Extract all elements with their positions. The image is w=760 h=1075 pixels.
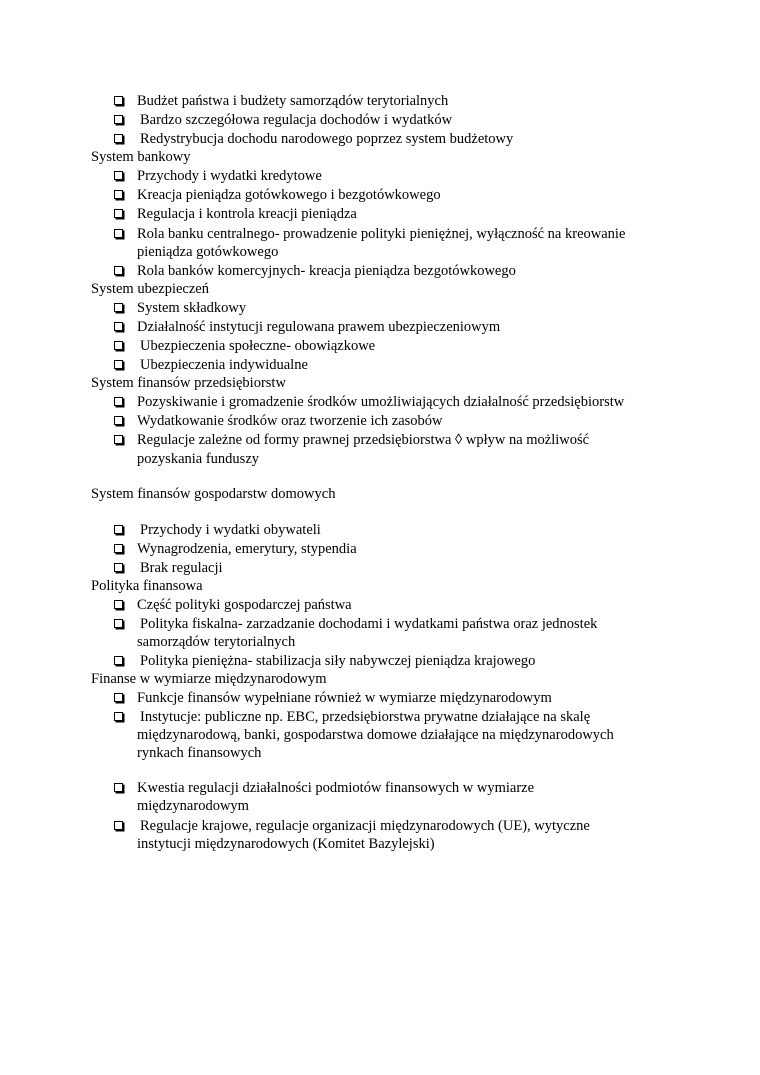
list-item-text: Polityka fiskalna- zarzadzanie dochodami i wydatkami państwa oraz jednostek xyxy=(140,616,598,632)
section-heading: Polityka finansowa xyxy=(91,578,203,594)
checkbox-icon xyxy=(114,544,123,553)
checkbox-icon xyxy=(114,360,123,369)
list-item-continuation: rynkach finansowych xyxy=(137,745,262,761)
checkbox-icon xyxy=(114,435,123,444)
list-item-continuation: pozyskania funduszy xyxy=(137,451,260,467)
list-item-text: Redystrybucja dochodu narodowego poprzez system budżetowy xyxy=(140,131,514,147)
list-item-text: Kwestia regulacji działalności podmiotów finansowych w wymiarze xyxy=(137,780,535,796)
list-item-text: Polityka pieniężna- stabilizacja siły nabywczej pieniądza krajowego xyxy=(140,653,536,669)
list-item-text: Regulacja i kontrola kreacji pieniądza xyxy=(137,206,357,222)
section-heading: System ubezpieczeń xyxy=(91,281,209,297)
checkbox-icon xyxy=(114,693,123,702)
checkbox-icon xyxy=(114,96,123,105)
checkbox-icon xyxy=(114,209,123,218)
list-item-continuation: międzynarodową, banki, gospodarstwa domowe działające na międzynarodowych xyxy=(137,727,614,743)
checkbox-icon xyxy=(114,266,123,275)
checkbox-icon xyxy=(114,416,123,425)
checkbox-icon xyxy=(114,229,123,238)
list-item-text: Część polityki gospodarczej państwa xyxy=(137,597,352,613)
list-item-text: Kreacja pieniądza gotówkowego i bezgotówkowego xyxy=(137,187,441,203)
checkbox-icon xyxy=(114,712,123,721)
list-item-text: Ubezpieczenia indywidualne xyxy=(140,357,308,373)
checkbox-icon xyxy=(114,525,123,534)
section-heading: Finanse w wymiarze międzynarodowym xyxy=(91,671,327,687)
list-item-text: Ubezpieczenia społeczne- obowiązkowe xyxy=(140,338,376,354)
checkbox-icon xyxy=(114,341,123,350)
checkbox-icon xyxy=(114,397,123,406)
section-heading: System finansów przedsiębiorstw xyxy=(91,375,286,391)
list-item-text: Funkcje finansów wypełniane również w wymiarze międzynarodowym xyxy=(137,690,552,706)
section-heading: System bankowy xyxy=(91,149,191,165)
section-heading: System finansów gospodarstw domowych xyxy=(91,486,336,502)
list-item-text: Instytucje: publiczne np. EBC, przedsiębiorstwa prywatne działające na skalę xyxy=(140,709,591,725)
checkbox-icon xyxy=(114,619,123,628)
checkbox-icon xyxy=(114,303,123,312)
checkbox-icon xyxy=(114,563,123,572)
checkbox-icon xyxy=(114,783,123,792)
list-item-text: Regulacje krajowe, regulacje organizacji międzynarodowych (UE), wytyczne xyxy=(140,818,590,834)
checkbox-icon xyxy=(114,821,123,830)
checkbox-icon xyxy=(114,190,123,199)
list-item-text: System składkowy xyxy=(137,300,247,316)
list-item-text: Pozyskiwanie i gromadzenie środków umożliwiających działalność przedsiębiorstw xyxy=(137,394,625,410)
checkbox-icon xyxy=(114,134,123,143)
checkbox-icon xyxy=(114,115,123,124)
list-item-text: Rola banków komercyjnych- kreacja pieniądza bezgotówkowego xyxy=(137,263,516,279)
list-item-text: Wynagrodzenia, emerytury, stypendia xyxy=(137,541,357,557)
checkbox-icon xyxy=(114,600,123,609)
list-item-continuation: instytucji międzynarodowych (Komitet Bazylejski) xyxy=(137,836,435,852)
list-item-text: Budżet państwa i budżety samorządów terytorialnych xyxy=(137,93,449,109)
list-item-text: Działalność instytucji regulowana prawem ubezpieczeniowym xyxy=(137,319,501,335)
list-item-text: Przychody i wydatki obywateli xyxy=(140,522,321,538)
list-item-text: Regulacje zależne od formy prawnej przedsiębiorstwa ◊ wpływ na możliwość xyxy=(137,432,590,448)
checkbox-icon xyxy=(114,322,123,331)
list-item-text: Brak regulacji xyxy=(140,560,223,576)
list-item-text: Rola banku centralnego- prowadzenie polityki pieniężnej, wyłączność na kreowanie xyxy=(137,226,626,242)
list-item-text: Bardzo szczegółowa regulacja dochodów i wydatków xyxy=(140,112,453,128)
list-item-continuation: pieniądza gotówkowego xyxy=(137,244,279,260)
checkbox-icon xyxy=(114,171,123,180)
list-item-text: Przychody i wydatki kredytowe xyxy=(137,168,322,184)
list-item-continuation: samorządów terytorialnych xyxy=(137,634,296,650)
checkbox-icon xyxy=(114,656,123,665)
list-item-continuation: międzynarodowym xyxy=(137,798,249,814)
list-item-text: Wydatkowanie środków oraz tworzenie ich zasobów xyxy=(137,413,443,429)
